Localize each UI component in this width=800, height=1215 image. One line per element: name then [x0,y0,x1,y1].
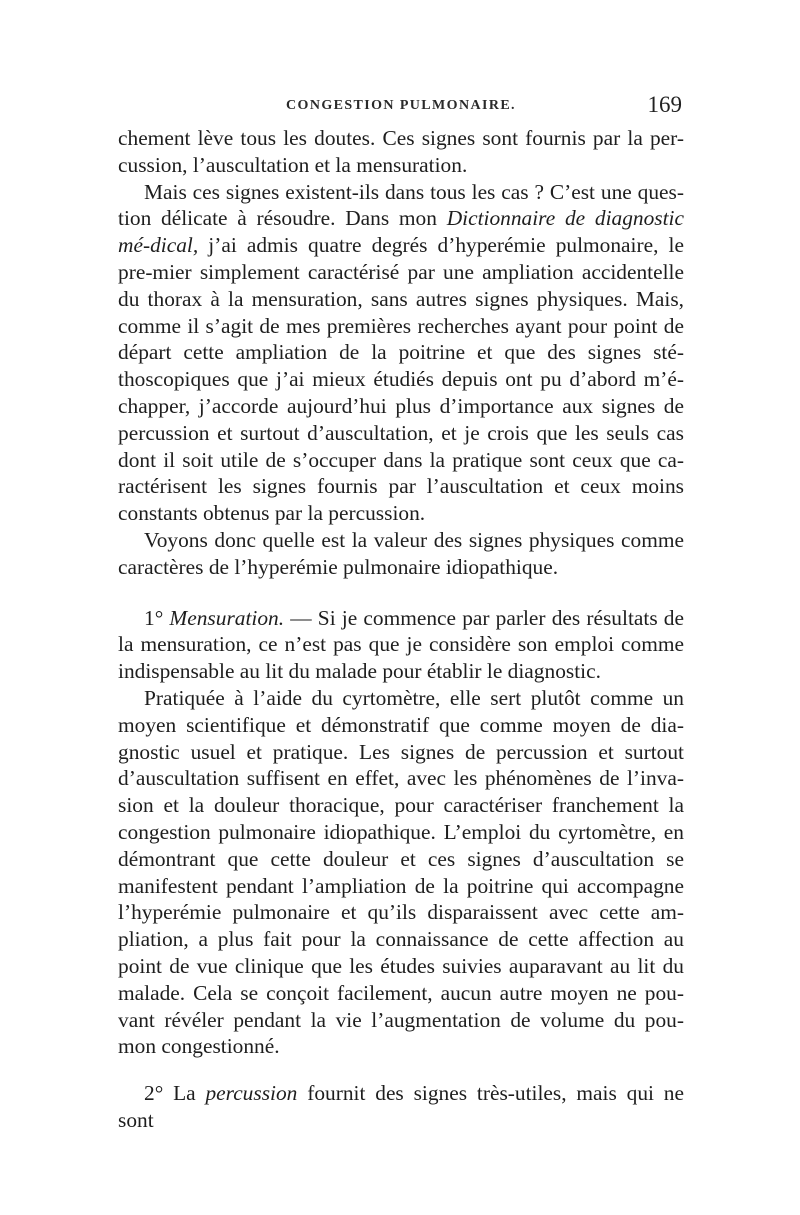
paragraph-text: fournit des signes très-utiles, mais qui ne sont [118,1081,684,1132]
paragraph-continuation: chement lève tous les doutes. Ces signes sont fournis par la per-cussion, l’auscultation et la mensuration. [118,126,684,177]
section-number: 2° [144,1081,164,1106]
paragraph-cyrtometre: Pratiquée à l’aide du cyrtomètre, elle sert plutôt comme un moyen scientifique et démonstratif que comme moyen de dia-gnostic usuel et pratique. Les signes de percussion et surtout d’auscultation suffisent en effet, avec les phénomènes de l’inva-sion et la douleur thoracique, pour caractériser franchement la congestion pulmonaire idiopathique. L’emploi du cyrtomètre, en démontrant que cette douleur et ces signes d’auscultation se manifestent pendant l’ampliation de la poitrine qui accompagne l’hyperémie pulmonaire et qu’ils disparaissent avec cette am-pliation, a plus fait pour la connaissance de cette affection au point de vue clinique que les études suivies auparavant au lit du malade. Cela se conçoit facilement, aucun autre moyen ne pou-vant révéler pendant la vie l’augmentation de volume du pou-mon congestionné. [118,685,684,1059]
paragraph-text: La [163,1081,206,1106]
paragraph-text: — Si je commence par parler des résultats de la mensuration, ce n’est pas que je considère son emploi comme indispensable au lit du malade pour établir le diagnostic. [118,605,684,684]
page-header [118,92,684,122]
section-title: Mensuration. [169,605,285,630]
book-title-italic: Dictionnaire de diagnostic mé-dical, [118,206,684,258]
paragraph-text: j’ai admis quatre degrés d’hyperémie pulmonaire, le pre-mier simplement caractérisé par une ampliation accidentelle du thorax à la mensuration, sans autres signes physiques. Mais, comme il s’agit de mes premières recherches ayant pour point de départ cette ampliation de la poitrine et que des signes sté-thoscopiques que j’ai mieux étudiés depuis ont pu d’abord m’é-chapper, j’accorde aujourd’hui plus d’importance aux signes de percussion et surtout d’auscultation, et je crois que les seuls cas dont il soit utile de s’occuper dans la pratique sont ceux que ca-ractérisent les signes fournis par l’auscultation et ceux moins constants obtenus par la percussion. [118,233,684,526]
section-percussion [118,1080,684,1134]
section-number: 1° [144,605,164,630]
paragraph-physical-signs: Voyons donc quelle est la valeur des signes physiques comme caractères de l’hyperémie pulmonaire idiopathique. [118,527,684,579]
paragraph-degrees [118,179,684,527]
paragraph-text: Mais ces signes existent-ils dans tous les cas ? C’est une ques-tion délicate à résoudre. Dans mon [118,179,684,231]
page-number: 169 [647,92,682,117]
body-text [118,125,684,1134]
running-head: CONGESTION PULMONAIRE. [286,98,516,113]
section-title: percussion [205,1081,298,1106]
section-mensuration [118,605,684,685]
